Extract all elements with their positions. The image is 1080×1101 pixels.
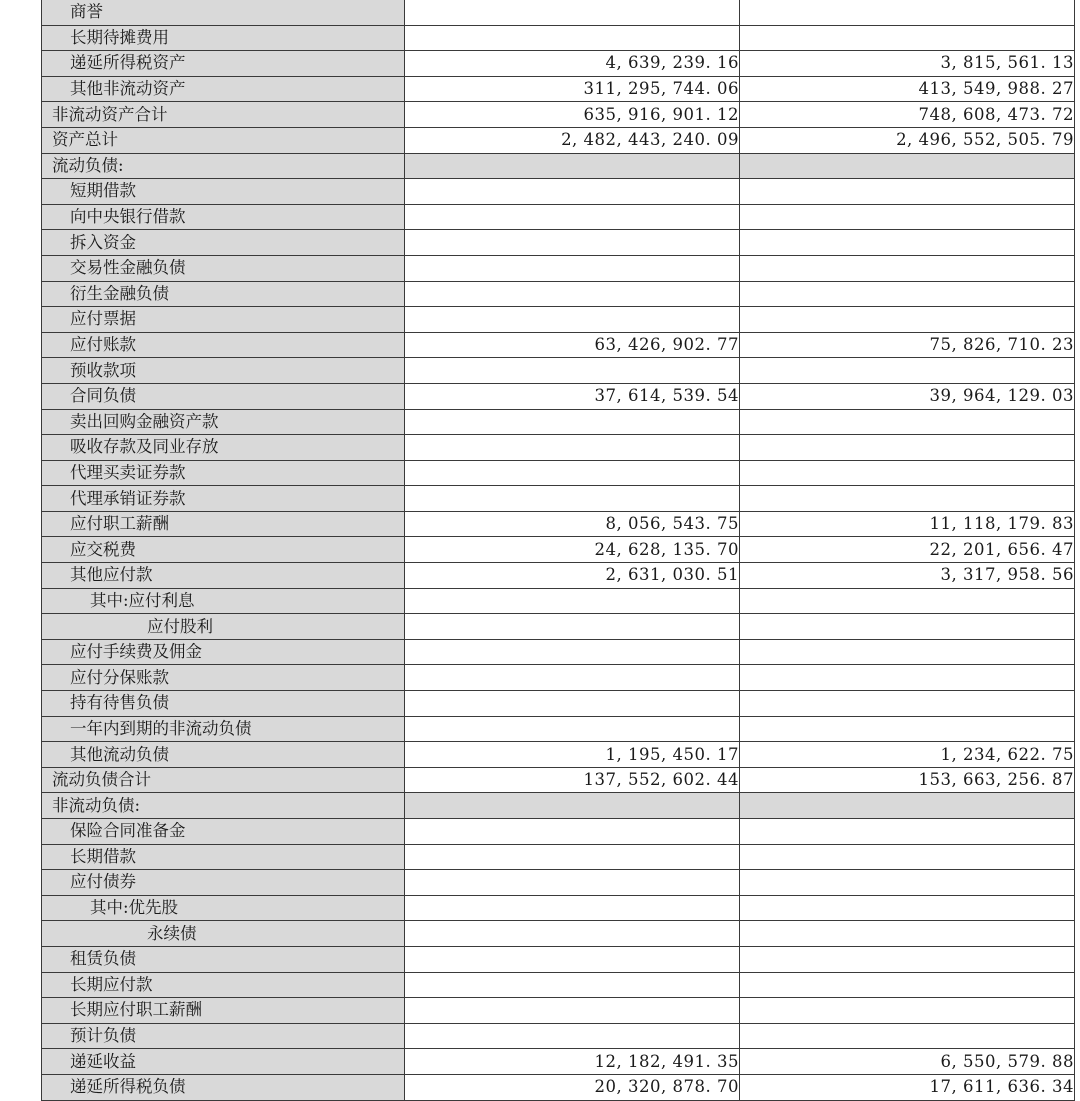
row-label: 应付手续费及佣金 bbox=[42, 639, 405, 665]
row-label: 一年内到期的非流动负债 bbox=[42, 716, 405, 742]
prior-period-value: 3, 317, 958. 56 bbox=[740, 563, 1075, 589]
row-label: 衍生金融负债 bbox=[42, 281, 405, 307]
current-period-value bbox=[405, 0, 740, 25]
table-row bbox=[42, 255, 1075, 281]
table-row bbox=[42, 383, 1075, 409]
current-period-value bbox=[405, 153, 740, 179]
prior-period-value bbox=[740, 716, 1075, 742]
row-label: 预收款项 bbox=[42, 358, 405, 384]
table-row bbox=[42, 358, 1075, 384]
current-period-value bbox=[405, 307, 740, 333]
current-period-value bbox=[405, 639, 740, 665]
row-label: 长期借款 bbox=[42, 844, 405, 870]
row-label: 应交税费 bbox=[42, 537, 405, 563]
prior-period-value bbox=[740, 230, 1075, 256]
prior-period-value bbox=[740, 895, 1075, 921]
row-label: 流动负债: bbox=[42, 153, 405, 179]
current-period-value bbox=[405, 946, 740, 972]
table-row bbox=[42, 767, 1075, 793]
table-row bbox=[42, 1023, 1075, 1049]
row-label: 向中央银行借款 bbox=[42, 204, 405, 230]
prior-period-value bbox=[740, 358, 1075, 384]
table-row bbox=[42, 691, 1075, 717]
row-label: 商誉 bbox=[42, 0, 405, 25]
current-period-value bbox=[405, 870, 740, 896]
prior-period-value bbox=[740, 691, 1075, 717]
current-period-value bbox=[405, 486, 740, 512]
row-label: 其他流动负债 bbox=[42, 742, 405, 768]
current-period-value: 2, 631, 030. 51 bbox=[405, 563, 740, 589]
current-period-value: 4, 639, 239. 16 bbox=[405, 51, 740, 77]
table-row bbox=[42, 511, 1075, 537]
prior-period-value: 413, 549, 988. 27 bbox=[740, 76, 1075, 102]
table-row bbox=[42, 230, 1075, 256]
prior-period-value: 6, 550, 579. 88 bbox=[740, 1049, 1075, 1075]
current-period-value bbox=[405, 691, 740, 717]
row-label: 应付债券 bbox=[42, 870, 405, 896]
current-period-value: 137, 552, 602. 44 bbox=[405, 767, 740, 793]
section-header-row bbox=[42, 793, 1075, 819]
balance-sheet-body bbox=[42, 0, 1075, 1100]
prior-period-value: 22, 201, 656. 47 bbox=[740, 537, 1075, 563]
table-row bbox=[42, 25, 1075, 51]
current-period-value bbox=[405, 25, 740, 51]
prior-period-value bbox=[740, 972, 1075, 998]
row-label: 保险合同准备金 bbox=[42, 819, 405, 845]
row-label: 持有待售负债 bbox=[42, 691, 405, 717]
table-row bbox=[42, 1049, 1075, 1075]
prior-period-value bbox=[740, 946, 1075, 972]
current-period-value bbox=[405, 665, 740, 691]
prior-period-value bbox=[740, 793, 1075, 819]
row-label: 卖出回购金融资产款 bbox=[42, 409, 405, 435]
prior-period-value bbox=[740, 0, 1075, 25]
current-period-value: 12, 182, 491. 35 bbox=[405, 1049, 740, 1075]
row-label: 代理承销证券款 bbox=[42, 486, 405, 512]
table-row bbox=[42, 409, 1075, 435]
table-row bbox=[42, 588, 1075, 614]
table-row bbox=[42, 537, 1075, 563]
current-period-value: 311, 295, 744. 06 bbox=[405, 76, 740, 102]
prior-period-value bbox=[740, 998, 1075, 1024]
row-label: 永续债 bbox=[42, 921, 405, 947]
table-row bbox=[42, 460, 1075, 486]
row-label: 应付账款 bbox=[42, 332, 405, 358]
prior-period-value: 3, 815, 561. 13 bbox=[740, 51, 1075, 77]
current-period-value bbox=[405, 409, 740, 435]
prior-period-value bbox=[740, 204, 1075, 230]
table-row bbox=[42, 819, 1075, 845]
table-row bbox=[42, 946, 1075, 972]
row-label: 吸收存款及同业存放 bbox=[42, 435, 405, 461]
table-row bbox=[42, 179, 1075, 205]
current-period-value bbox=[405, 255, 740, 281]
current-period-value bbox=[405, 844, 740, 870]
current-period-value: 37, 614, 539. 54 bbox=[405, 383, 740, 409]
prior-period-value: 75, 826, 710. 23 bbox=[740, 332, 1075, 358]
prior-period-value bbox=[740, 614, 1075, 640]
table-row bbox=[42, 102, 1075, 128]
current-period-value bbox=[405, 921, 740, 947]
row-label: 流动负债合计 bbox=[42, 767, 405, 793]
prior-period-value bbox=[740, 486, 1075, 512]
current-period-value bbox=[405, 179, 740, 205]
current-period-value: 63, 426, 902. 77 bbox=[405, 332, 740, 358]
table-row bbox=[42, 921, 1075, 947]
prior-period-value bbox=[740, 588, 1075, 614]
row-label: 资产总计 bbox=[42, 127, 405, 153]
prior-period-value bbox=[740, 639, 1075, 665]
table-row bbox=[42, 665, 1075, 691]
row-label: 长期待摊费用 bbox=[42, 25, 405, 51]
row-label: 递延所得税负债 bbox=[42, 1074, 405, 1100]
row-label: 其他应付款 bbox=[42, 563, 405, 589]
row-label: 递延所得税资产 bbox=[42, 51, 405, 77]
table-row bbox=[42, 281, 1075, 307]
table-row bbox=[42, 307, 1075, 333]
row-label: 其中:优先股 bbox=[42, 895, 405, 921]
current-period-value bbox=[405, 435, 740, 461]
prior-period-value: 153, 663, 256. 87 bbox=[740, 767, 1075, 793]
current-period-value bbox=[405, 460, 740, 486]
current-period-value bbox=[405, 895, 740, 921]
table-row bbox=[42, 614, 1075, 640]
table-row bbox=[42, 0, 1075, 25]
prior-period-value: 1, 234, 622. 75 bbox=[740, 742, 1075, 768]
table-row bbox=[42, 435, 1075, 461]
prior-period-value: 748, 608, 473. 72 bbox=[740, 102, 1075, 128]
prior-period-value bbox=[740, 665, 1075, 691]
row-label: 预计负债 bbox=[42, 1023, 405, 1049]
table-row bbox=[42, 998, 1075, 1024]
table-row bbox=[42, 1074, 1075, 1100]
row-label: 拆入资金 bbox=[42, 230, 405, 256]
row-label: 非流动负债: bbox=[42, 793, 405, 819]
prior-period-value: 39, 964, 129. 03 bbox=[740, 383, 1075, 409]
current-period-value bbox=[405, 1023, 740, 1049]
row-label: 应付股利 bbox=[42, 614, 405, 640]
row-label: 交易性金融负债 bbox=[42, 255, 405, 281]
current-period-value bbox=[405, 716, 740, 742]
current-period-value bbox=[405, 793, 740, 819]
row-label: 其他非流动资产 bbox=[42, 76, 405, 102]
table-row bbox=[42, 563, 1075, 589]
row-label: 非流动资产合计 bbox=[42, 102, 405, 128]
current-period-value: 1, 195, 450. 17 bbox=[405, 742, 740, 768]
table-row bbox=[42, 332, 1075, 358]
table-row bbox=[42, 76, 1075, 102]
current-period-value bbox=[405, 358, 740, 384]
current-period-value bbox=[405, 972, 740, 998]
table-row bbox=[42, 127, 1075, 153]
prior-period-value bbox=[740, 921, 1075, 947]
balance-sheet-table bbox=[41, 0, 1075, 1101]
table-row bbox=[42, 972, 1075, 998]
prior-period-value bbox=[740, 179, 1075, 205]
prior-period-value bbox=[740, 153, 1075, 179]
row-label: 短期借款 bbox=[42, 179, 405, 205]
prior-period-value: 2, 496, 552, 505. 79 bbox=[740, 127, 1075, 153]
table-row bbox=[42, 870, 1075, 896]
row-label: 应付职工薪酬 bbox=[42, 511, 405, 537]
prior-period-value bbox=[740, 844, 1075, 870]
prior-period-value bbox=[740, 1023, 1075, 1049]
row-label: 应付分保账款 bbox=[42, 665, 405, 691]
table-row bbox=[42, 895, 1075, 921]
current-period-value bbox=[405, 998, 740, 1024]
table-row bbox=[42, 639, 1075, 665]
prior-period-value bbox=[740, 307, 1075, 333]
prior-period-value bbox=[740, 460, 1075, 486]
prior-period-value bbox=[740, 409, 1075, 435]
table-row bbox=[42, 204, 1075, 230]
current-period-value bbox=[405, 819, 740, 845]
current-period-value: 2, 482, 443, 240. 09 bbox=[405, 127, 740, 153]
table-row bbox=[42, 51, 1075, 77]
current-period-value bbox=[405, 281, 740, 307]
prior-period-value: 11, 118, 179. 83 bbox=[740, 511, 1075, 537]
row-label: 代理买卖证券款 bbox=[42, 460, 405, 486]
row-label: 其中:应付利息 bbox=[42, 588, 405, 614]
row-label: 递延收益 bbox=[42, 1049, 405, 1075]
current-period-value: 635, 916, 901. 12 bbox=[405, 102, 740, 128]
table-row bbox=[42, 486, 1075, 512]
table-row bbox=[42, 742, 1075, 768]
prior-period-value bbox=[740, 819, 1075, 845]
current-period-value: 20, 320, 878. 70 bbox=[405, 1074, 740, 1100]
current-period-value bbox=[405, 204, 740, 230]
row-label: 长期应付职工薪酬 bbox=[42, 998, 405, 1024]
prior-period-value bbox=[740, 255, 1075, 281]
current-period-value: 8, 056, 543. 75 bbox=[405, 511, 740, 537]
prior-period-value bbox=[740, 435, 1075, 461]
row-label: 租赁负债 bbox=[42, 946, 405, 972]
prior-period-value bbox=[740, 870, 1075, 896]
current-period-value: 24, 628, 135. 70 bbox=[405, 537, 740, 563]
row-label: 应付票据 bbox=[42, 307, 405, 333]
section-header-row bbox=[42, 153, 1075, 179]
current-period-value bbox=[405, 588, 740, 614]
prior-period-value bbox=[740, 281, 1075, 307]
current-period-value bbox=[405, 614, 740, 640]
row-label: 合同负债 bbox=[42, 383, 405, 409]
row-label: 长期应付款 bbox=[42, 972, 405, 998]
current-period-value bbox=[405, 230, 740, 256]
table-row bbox=[42, 844, 1075, 870]
prior-period-value: 17, 611, 636. 34 bbox=[740, 1074, 1075, 1100]
table-row bbox=[42, 716, 1075, 742]
prior-period-value bbox=[740, 25, 1075, 51]
